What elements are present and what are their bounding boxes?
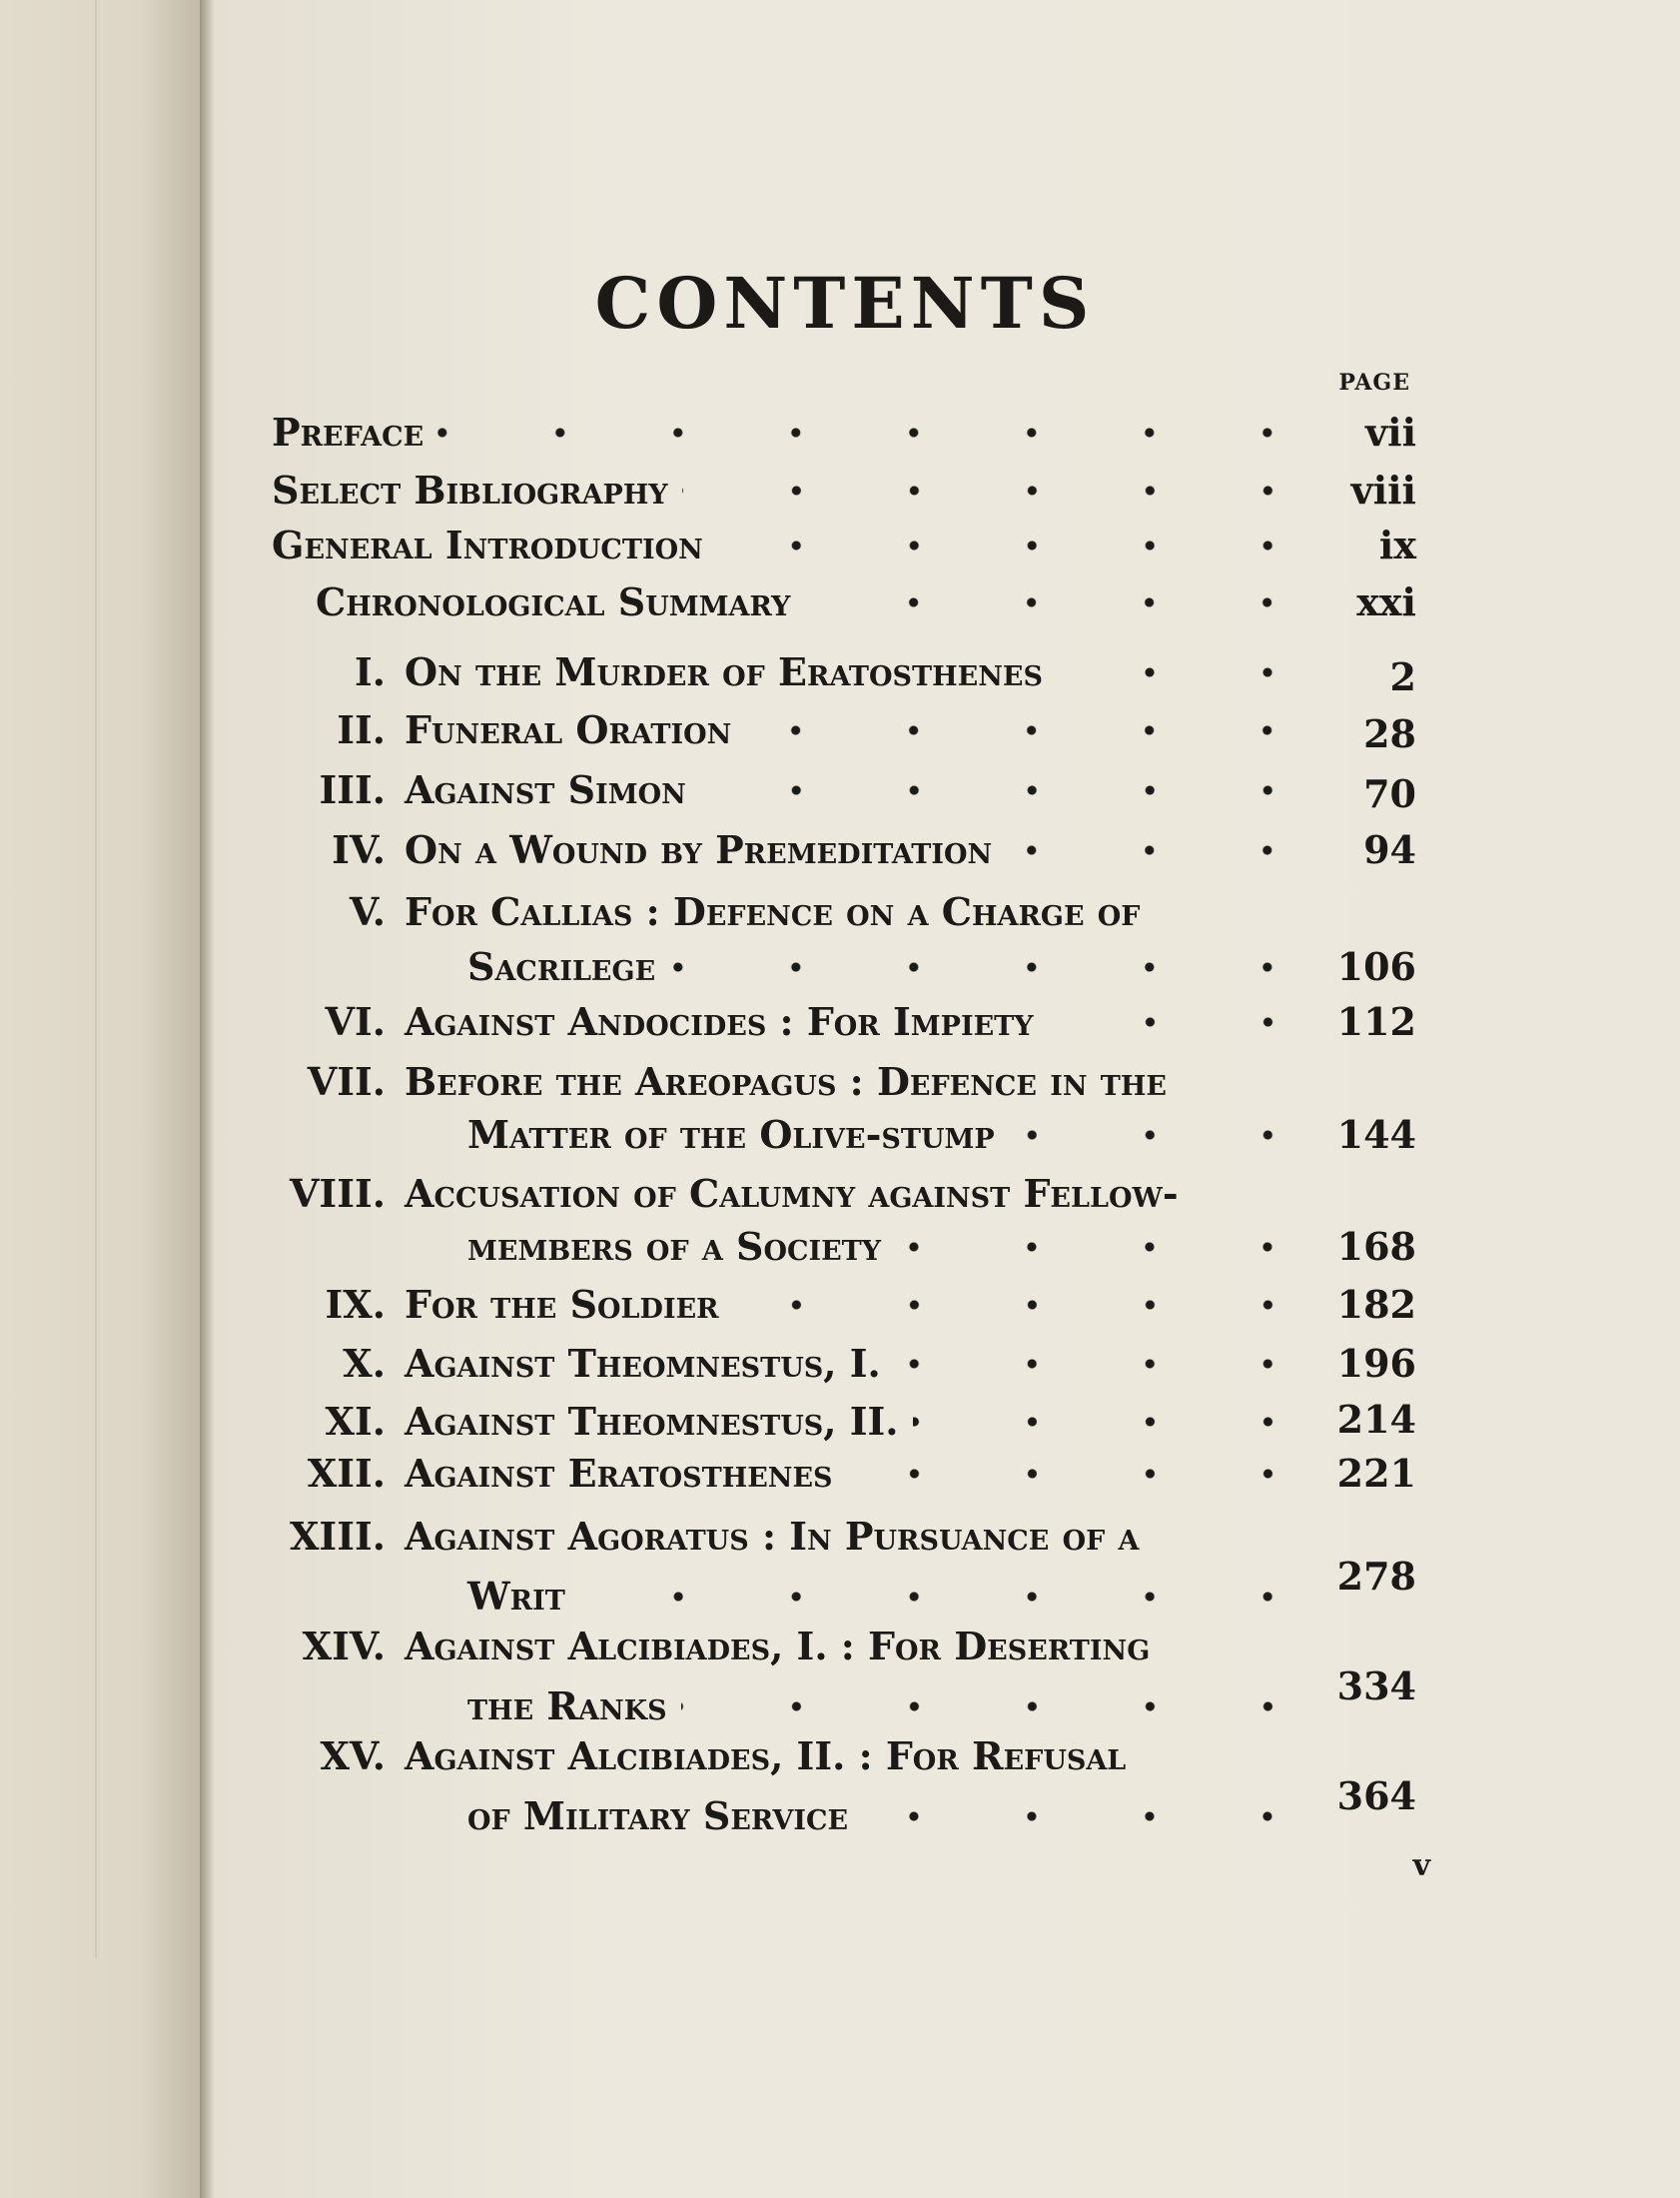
entry-page-number: 221 <box>1336 1451 1416 1496</box>
entry-page-number: 112 <box>1336 999 1416 1044</box>
toc-entry <box>0 1171 1680 1223</box>
toc-page-cell <box>0 1554 1680 1606</box>
entry-page-number: 106 <box>1336 944 1416 989</box>
entry-numeral: VII. <box>307 1059 386 1104</box>
entry-title: Funeral Oration <box>405 707 732 752</box>
entry-page-number: vii <box>1365 410 1416 455</box>
entry-title: of Military Service <box>467 1793 849 1838</box>
toc-page-cell <box>0 999 1680 1051</box>
entry-page-number: 94 <box>1363 827 1416 872</box>
entry-title: Select Bibliography <box>272 468 668 513</box>
entry-title: Matter of the Olive-stump <box>467 1112 995 1157</box>
entry-title: Writ <box>467 1574 565 1619</box>
entry-title: the Ranks <box>467 1683 667 1728</box>
toc-page-cell <box>0 711 1680 763</box>
entry-title: Against Alcibiades, I. : For Deserting <box>405 1624 1151 1668</box>
toc-page-cell <box>0 1224 1680 1276</box>
entry-page-number: 278 <box>1336 1554 1416 1599</box>
toc-page-cell <box>0 771 1680 823</box>
entry-title: Against Theomnestus, II. <box>405 1399 899 1444</box>
entry-page-number: xxi <box>1356 579 1416 624</box>
entry-title: General Introduction <box>272 523 703 567</box>
folio-number: v <box>1412 1848 1430 1883</box>
toc-page-cell <box>0 1773 1680 1825</box>
entry-numeral: I. <box>354 649 386 694</box>
toc-page-cell <box>0 579 1680 631</box>
entry-page-number: 334 <box>1336 1663 1416 1708</box>
entry-title: Accusation of Calumny against Fellow- <box>405 1171 1179 1216</box>
entry-title: members of a Society <box>467 1224 882 1269</box>
entry-page-number: 364 <box>1336 1773 1416 1818</box>
entry-numeral: V. <box>349 889 386 934</box>
entry-title: Before the Areopagus : Defence in the <box>405 1059 1167 1104</box>
entry-numeral: XII. <box>307 1451 386 1496</box>
page-title: CONTENTS <box>594 262 1096 345</box>
entry-title: Against Alcibiades, II. : For Refusal <box>405 1733 1127 1778</box>
entry-page-number: 70 <box>1363 771 1416 816</box>
toc-page-cell <box>0 1282 1680 1334</box>
entry-page-number: 144 <box>1336 1112 1416 1157</box>
toc-page-cell <box>0 1112 1680 1164</box>
entry-numeral: II. <box>337 707 386 752</box>
entry-title: For Callias : Defence on a Charge of <box>405 889 1141 934</box>
entry-page-number: viii <box>1350 468 1416 513</box>
entry-numeral: VIII. <box>289 1171 386 1216</box>
toc-page-cell <box>0 523 1680 574</box>
entry-numeral: X. <box>343 1341 386 1386</box>
toc-page-cell <box>0 1341 1680 1393</box>
entry-numeral: XI. <box>325 1399 386 1444</box>
toc-page-cell <box>0 827 1680 879</box>
toc-page-cell <box>0 468 1680 520</box>
entry-page-number: ix <box>1378 523 1416 567</box>
entry-page-number: 182 <box>1336 1282 1416 1327</box>
toc-entry <box>0 1059 1680 1111</box>
entry-title: On a Wound by Premeditation <box>405 827 993 872</box>
entry-numeral: III. <box>319 767 386 812</box>
entry-title: Chronological Summary <box>316 579 791 624</box>
entry-title: Preface <box>272 410 424 455</box>
entry-numeral: XIII. <box>289 1514 386 1559</box>
entry-title: Against Agoratus : In Pursuance of a <box>405 1514 1140 1559</box>
page-column-header: PAGE <box>1338 370 1410 396</box>
entry-title: For the Soldier <box>405 1282 719 1327</box>
toc-page-cell <box>0 1451 1680 1503</box>
entry-numeral: IV. <box>332 827 386 872</box>
entry-title: Against Eratosthenes <box>405 1451 833 1496</box>
toc-entry <box>0 889 1680 941</box>
entry-title: Against Simon <box>405 767 686 812</box>
toc-page-cell <box>0 1397 1680 1449</box>
entry-numeral: XIV. <box>302 1624 386 1668</box>
entry-page-number: 168 <box>1336 1224 1416 1269</box>
toc-page-cell <box>0 944 1680 996</box>
entry-page-number: 214 <box>1336 1397 1416 1442</box>
toc-page-cell <box>0 1663 1680 1715</box>
toc-page-cell <box>0 654 1680 706</box>
toc-page-cell <box>0 410 1680 462</box>
entry-title: On the Murder of Eratosthenes <box>405 649 1043 694</box>
entry-title: Sacrilege <box>467 944 656 989</box>
entry-page-number: 28 <box>1363 711 1416 756</box>
entry-numeral: XV. <box>320 1733 386 1778</box>
entry-numeral: IX. <box>325 1282 386 1327</box>
entry-page-number: 2 <box>1389 654 1416 699</box>
entry-title: Against Andocides : For Impiety <box>405 999 1034 1044</box>
entry-numeral: VI. <box>325 999 386 1044</box>
entry-page-number: 196 <box>1336 1341 1416 1386</box>
entry-title: Against Theomnestus, I. <box>405 1341 881 1386</box>
